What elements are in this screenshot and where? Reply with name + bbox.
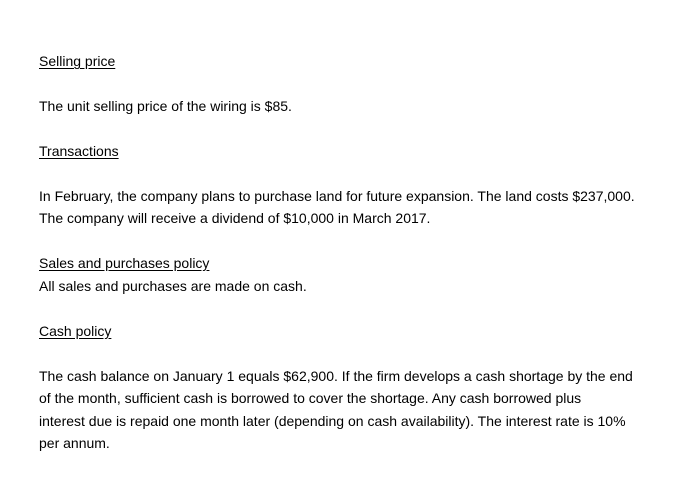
cash-policy-text-line-1: The cash balance on January 1 equals $62,900. If the firm develops a cash shortage by the end [39,368,633,384]
selling-price-text: The unit selling price of the wiring is $85. [39,98,292,114]
transactions-text-line-2: The company will receive a dividend of $10,000 in March 2017. [39,210,431,226]
cash-policy-text-line-3: interest due is repaid one month later (depending on cash availability). The interest rate is 10% [39,413,626,429]
transactions-heading: Transactions [39,143,119,159]
selling-price-heading: Selling price [39,53,116,69]
sales-purchases-policy-heading: Sales and purchases policy [39,255,210,271]
cash-policy-heading: Cash policy [39,323,112,339]
sales-purchases-policy-text: All sales and purchases are made on cash. [39,278,307,294]
cash-policy-text-line-4: per annum. [39,435,110,451]
transactions-text-line-1: In February, the company plans to purchase land for future expansion. The land costs $237,000. [39,188,635,204]
cash-policy-text-line-2: of the month, sufficient cash is borrowed to cover the shortage. Any cash borrowed plus [39,390,582,406]
